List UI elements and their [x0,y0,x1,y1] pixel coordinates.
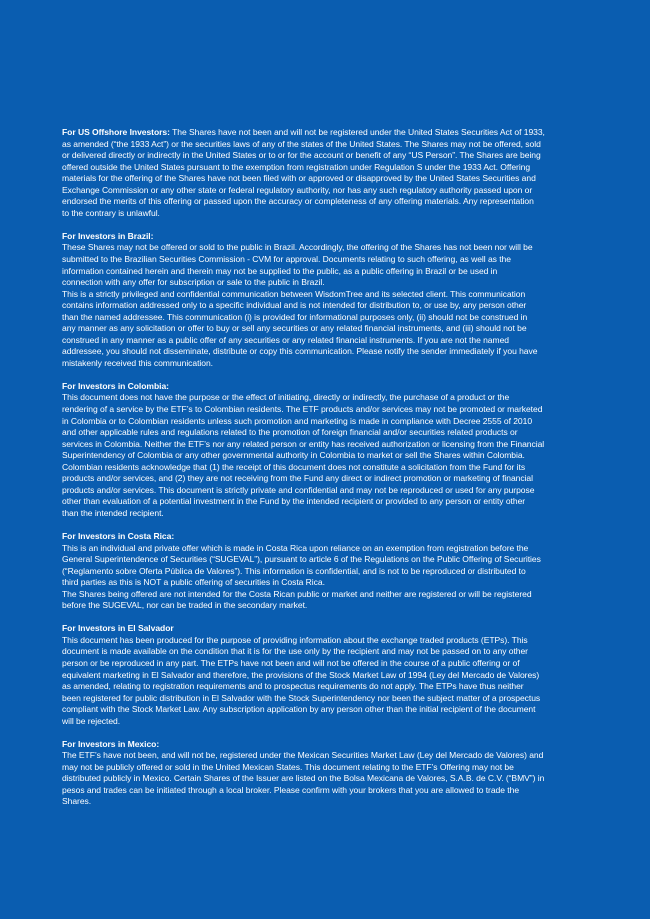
paragraph-line: rendering of a service by the ETF’s to Colombian residents. The ETF products and/or services may not be promoted or marketed [62,404,543,415]
paragraph-line: as amended (“the 1933 Act”) or the securities laws of any of the states of the United States. The Shares may not be offered, sold [62,138,541,149]
section-el-salvador [62,623,592,727]
disclaimer-page [62,127,592,808]
paragraph-line: offered outside the United States pursuant to the exemption from registration under Regulation S under the 1933 Act. Offering [62,161,531,172]
paragraph-line: Superintendency of Colombia or any other governmental authority in Colombia to market or sell the Shares within Colombia. [62,450,525,461]
paragraph-line: services in Colombia. Neither the ETF’s nor any related person or entity has received authorization or licensing from the Financial [62,438,545,449]
paragraph-line: in Colombia or to Colombian residents unless such promotion and marketing is made in compliance with Decree 2555 of 2010 [62,415,533,426]
paragraph-line: mistakenly received this communication. [62,357,214,368]
paragraph-line: distributed publicly in Mexico. Certain Shares of the Issuer are listed on the Bolsa Mexicana de Valores, S.A.B. de C.V. (“BMV”) in [62,773,545,784]
paragraph-line: document is made available on the condition that it is for the use only by the recipient and may not be passed on to any other [62,646,528,657]
paragraph-line: before the SUGEVAL, nor can be traded in the secondary market. [62,600,308,611]
paragraph-line: equivalent marketing in El Salvador and therefore, the provisions of the Stock Market Law of 1994 (Ley del Mercado de Valores) [62,669,540,680]
body-text: The Shares have not been and will not be registered under the United States Securities Act of 1933, [169,127,545,137]
paragraph-line: Colombian residents acknowledge that (1) the receipt of this document does not constitute a solicitation from the Fund for its [62,461,526,472]
section-heading: For Investors in Costa Rica: [62,531,175,541]
paragraph-line: The ETF’s have not been, and will not be, registered under the Mexican Securities Market Law (Ley del Mercado de Valores) and [62,750,544,761]
paragraph-line: than the named addressee. This communication (i) is provided for informational purposes only, (ii) should not be construed in [62,311,528,322]
section-brazil [62,231,592,370]
paragraph-line: or delivered directly or indirectly in the United States or to or for the account or benefit of any “US Person”. The Shares are being [62,150,541,161]
paragraph-line: General Superintendence of Securities (“SUGEVAL”), pursuant to article 6 of the Regulations on the Public Offering of Securities [62,554,541,565]
section-heading: For Investors in Brazil: [62,230,154,241]
paragraph-line: pesos and trades can be initiated through a local broker. Please confirm with your brokers that you are allowed to trade the [62,784,520,795]
paragraph-line: information contained herein and therein may not be supplied to the public, as a public offering in Brazil or be used in [62,265,498,276]
section-us-offshore [62,127,592,219]
section-heading: For US Offshore Investors: [62,127,170,137]
paragraph-line: any manner as any solicitation or offer to buy or sell any securities or any related financial instruments, and (iii) should not be [62,323,527,334]
paragraph-line: as amended, relating to registration requirements and to prospectus requirements do not apply. The ETPs have thus neither [62,681,524,692]
paragraph-line: and other applicable rules and regulations related to the promotion of foreign financial and/or securities related products or [62,427,518,438]
paragraph-line: connection with any offer for subscription or sale to the public in Brazil. [62,277,325,288]
paragraph-line: This is an individual and private offer which is made in Costa Rica upon reliance on an exemption from registration before the [62,542,529,553]
paragraph-line: person or be reproduced in any part. The ETPs have not been and will not be offered in the course of a public offering or of [62,657,520,668]
paragraph-line: This document does not have the purpose or the effect of initiating, directly or indirectly, the purchase of a product or the [62,392,510,403]
paragraph-line: (“Reglamento sobre Oferta Pública de Valores”). This information is confidential, and is not to be reproduced or distributed to [62,565,526,576]
paragraph-line: Shares. [62,796,92,807]
paragraph-line: other than evaluation of a potential investment in the Fund by the intended recipient or provided to any person or entity other [62,496,526,507]
paragraph-line: third parties as this is NOT a public offering of securities in Costa Rica. [62,577,325,588]
paragraph-line: submitted to the Brazilian Securities Commission - CVM for approval. Documents relating to such offering, as well as the [62,253,511,264]
paragraph-line: construed in any manner as a public offer of any securities or any related financial instruments. If you are not the named [62,334,509,345]
paragraph-line: been registered for public distribution in El Salvador with the Stock Superintendency nor been the subject matter of a prospectus [62,692,541,703]
paragraph-line [62,127,592,139]
paragraph-line: These Shares may not be offered or sold to the public in Brazil. Accordingly, the offering of the Shares has not been nor will be [62,242,533,253]
section-costa-rica [62,531,592,612]
paragraph-line: endorsed the merits of this offering or passed upon the accuracy or completeness of any offering materials. Any representation [62,196,534,207]
paragraph-line: products and/or services, and (2) they are not receiving from the Fund any direct or indirect promotion or marketing of financial [62,473,533,484]
section-heading: For Investors in El Salvador [62,623,174,634]
paragraph-line: This document has been produced for the purpose of providing information about the exchange traded products (ETPs). This [62,634,528,645]
paragraph-line: This is a strictly privileged and confidential communication between WisdomTree and its selected client. This communication [62,288,526,299]
paragraph-line: contains information addressed only to a specific individual and is not intended for distribution to, or use by, any person other [62,300,527,311]
paragraph-line: addressee, you should not disseminate, distribute or copy this communication. Please notify the sender immediately if you have [62,346,538,357]
section-mexico [62,739,592,808]
paragraph-line: materials for the offering of the Shares have not been filed with or approved or disapproved by the United States Securities and [62,173,536,184]
paragraph-line: will be rejected. [62,715,121,726]
paragraph-line: than the intended recipient. [62,507,164,518]
paragraph-line: compliant with the Stock Market Law. Any subscription application by any person other than the initial recipient of the document [62,704,536,715]
paragraph-line: products and/or services. This document is strictly private and confidential and may not be reproduced or used for any purpose [62,484,535,495]
paragraph-line: to the contrary is unlawful. [62,207,160,218]
section-colombia [62,381,592,520]
section-heading: For Investors in Mexico: [62,738,160,749]
paragraph-line: may not be publicly offered or sold in the United Mexican States. This document relating to the ETF’s Offering may not be [62,761,514,772]
paragraph-line: Exchange Commission or any other state or federal regulatory authority, nor has any such regulatory authority passed upon or [62,184,533,195]
section-heading: For Investors in Colombia: [62,380,169,391]
paragraph-line: The Shares being offered are not intended for the Costa Rican public or market and neither are registered or will be registered [62,588,532,599]
